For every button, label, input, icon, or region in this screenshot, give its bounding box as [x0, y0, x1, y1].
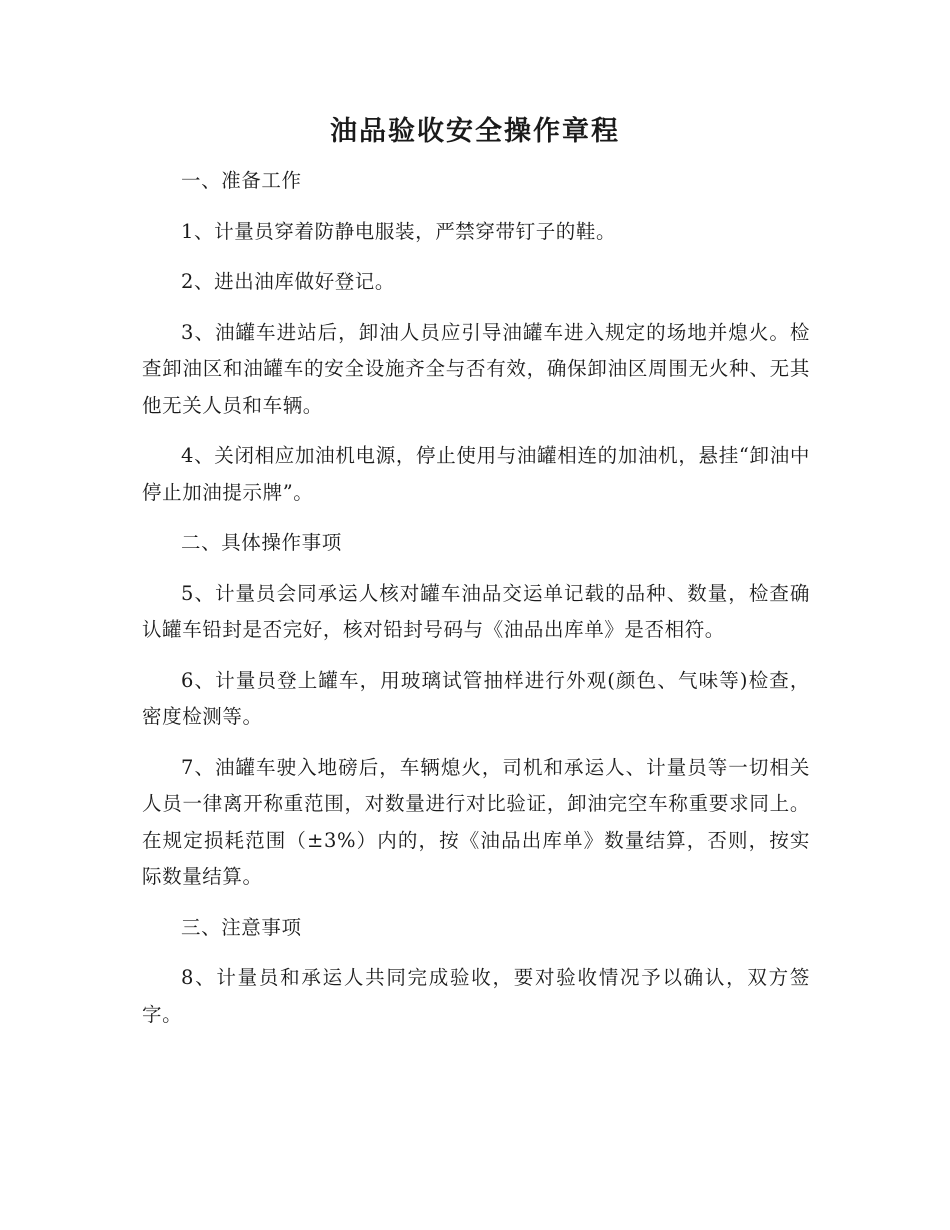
- document-title: 油品验收安全操作章程: [330, 116, 620, 147]
- item-3: 3、油罐车进站后，卸油人员应引导油罐车进入规定的场地并熄火。检查卸油区和油罐车的安全设施齐全与否有效，确保卸油区周围无火种、无其他无关人员和车辆。: [142, 320, 810, 417]
- item-5: 5、计量员会同承运人核对罐车油品交运单记载的品种、数量，检查确认罐车铅封是否完好，核对铅封号码与《油品出库单》是否相符。: [142, 581, 810, 641]
- item-7: 7、油罐车驶入地磅后，车辆熄火，司机和承运人、计量员等一切相关人员一律离开称重范围，对数量进行对比验证，卸油完空车称重要求同上。在规定损耗范围（±3%）内的，按《油品出库单》数量结算，否则，按实际数量结算。: [142, 755, 810, 888]
- item-8: 8、计量员和承运人共同完成验收，要对验收情况予以确认，双方签字。: [142, 966, 810, 1026]
- item-1: 1、计量员穿着防静电服装，严禁穿带钉子的鞋。: [181, 219, 617, 243]
- item-6: 6、计量员登上罐车，用玻璃试管抽样进行外观(颜色、气味等)检查，密度检测等。: [142, 668, 810, 728]
- section-heading-preparation: 一、准备工作: [181, 169, 302, 192]
- item-2: 2、进出油库做好登记。: [181, 270, 396, 293]
- section-heading-operations: 二、具体操作事项: [181, 531, 342, 554]
- item-4: 4、关闭相应加油机电源，停止使用与油罐相连的加油机，悬挂“卸油中停止加油提示牌”。: [142, 444, 810, 504]
- section-heading-notes: 三、注意事项: [181, 915, 302, 939]
- document-body: [142, 163, 810, 1033]
